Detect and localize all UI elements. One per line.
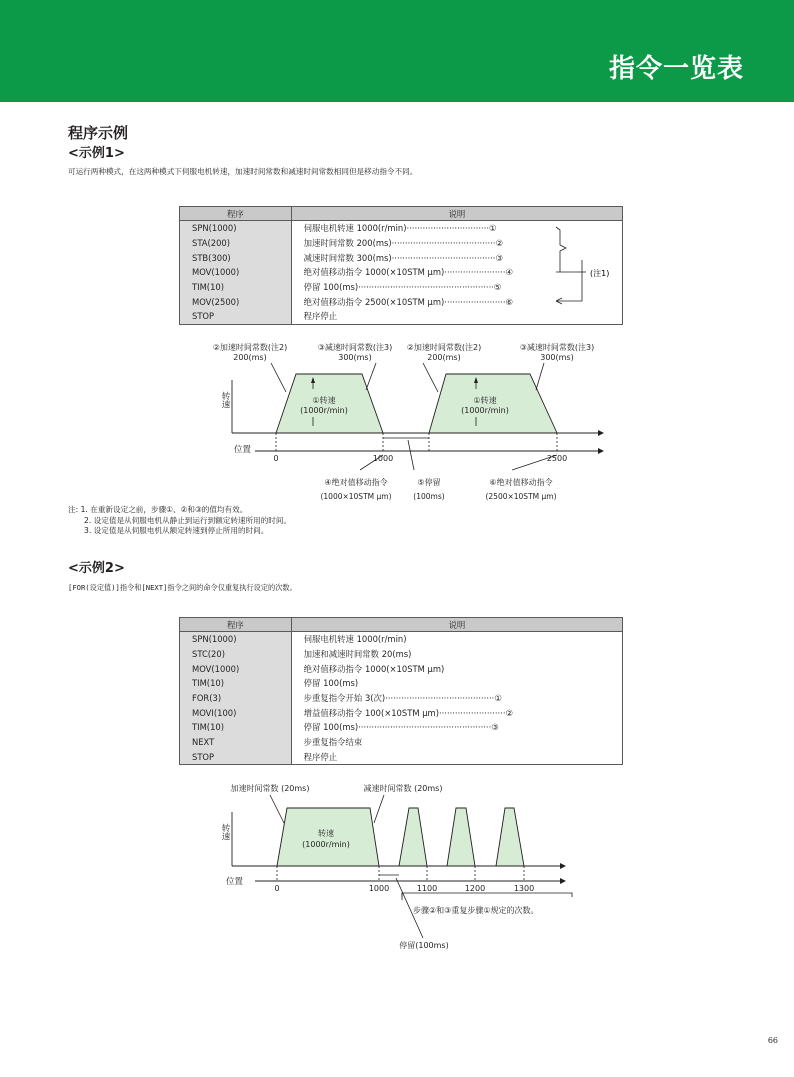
speed-value: (1000r/min) — [461, 406, 509, 415]
explanation-cell: 停留 100(ms)···················································⑤ — [291, 280, 622, 295]
dwell-label: 停留(100ms) — [399, 941, 449, 950]
acc-time-label: ②加速时间常数(注2) — [406, 343, 482, 352]
example2-chart — [220, 783, 572, 950]
speed-axis-label: 转速 — [220, 823, 230, 841]
dec-time-label: ③减速时间常数(注3) — [317, 343, 393, 352]
explanation-cell: 绝对值移动指令 2500(×10STM μm)·······················⑥ — [291, 294, 622, 309]
note1-bracket — [556, 227, 586, 304]
command-cell: SPN(1000) — [180, 632, 292, 647]
command-cell: MOVI(100) — [180, 705, 292, 720]
dashed-guides — [276, 433, 557, 451]
speed-label: ①转速 — [473, 396, 497, 405]
motion-profile-repeat — [496, 808, 524, 866]
tick-label: 1100 — [416, 884, 438, 893]
dwell-label: ⑤停留 — [417, 478, 441, 487]
acc-time-label: 加速时间常数 (20ms) — [230, 784, 310, 793]
explanation-cell: 程序停止 — [291, 750, 622, 765]
note1-label: (注1) — [590, 269, 610, 278]
page-title: 指令一览表 — [608, 54, 744, 84]
example1-notes — [68, 505, 291, 537]
note-line: 3. 设定值是从伺服电机从额定转速到停止所用的时间。 — [84, 526, 269, 535]
tick-label: 2500 — [546, 454, 568, 463]
example2-title: <示例2> — [68, 561, 125, 576]
axis-arrow — [560, 878, 566, 884]
dec-time-value: 300(ms) — [540, 353, 574, 362]
tick-label: 1000 — [368, 884, 390, 893]
acc-time-value: 200(ms) — [233, 353, 267, 362]
dashed-guides — [277, 866, 524, 881]
dwell-value: (100ms) — [413, 492, 445, 501]
explanation-cell: 伺服电机转速 1000(r/min)·······························① — [291, 221, 622, 236]
explanation-cell: 伺服电机转速 1000(r/min) — [291, 632, 622, 647]
explanation-cell: 加速和减速时间常数 20(ms) — [291, 647, 622, 662]
speed-label: ①转速 — [312, 396, 336, 405]
mov-value: (2500×10STM μm) — [485, 492, 557, 501]
speed-value: (1000r/min) — [300, 406, 348, 415]
note-line: 2. 设定值是从伺服电机从静止到运行到额定转速所用的时间。 — [84, 515, 292, 525]
speed-value: (1000r/min) — [302, 840, 350, 849]
explanation-cell: 停留 100(ms)··················································③ — [291, 720, 622, 735]
example2-description: [FOR(设定值)]指令和[NEXT]指令之间的命令仅重复执行设定的次数。 — [68, 583, 297, 592]
explanation-cell: 增益值移动指令 100(×10STM μm)·························② — [291, 705, 622, 720]
dec-time-label: 减速时间常数 (20ms) — [363, 784, 443, 793]
axis-arrow — [598, 430, 604, 436]
explanation-cell: 程序停止 — [291, 309, 622, 324]
explanation-cell: 减速时间常数 300(ms)·······································③ — [291, 250, 622, 265]
speed-label: 转速 — [318, 829, 334, 838]
example1-title: <示例1> — [68, 146, 125, 161]
command-cell: SPN(1000) — [180, 221, 292, 236]
mov-value: (1000×10STM μm) — [320, 492, 392, 501]
command-cell: STOP — [180, 309, 292, 324]
tick-label: 1000 — [372, 454, 394, 463]
motion-profile-repeat — [399, 808, 427, 866]
command-cell: STC(20) — [180, 647, 292, 662]
page-number: 66 — [767, 1036, 778, 1045]
explanation-cell: 步重复指令结束 — [291, 735, 622, 750]
command-cell: TIM(10) — [180, 676, 292, 691]
col-explanation-header: 说明 — [291, 207, 622, 221]
section-title: 程序示例 — [68, 124, 129, 142]
command-cell: STA(200) — [180, 236, 292, 251]
command-cell: MOV(2500) — [180, 294, 292, 309]
command-cell: MOV(1000) — [180, 661, 292, 676]
tick-label: 0 — [274, 884, 280, 893]
axis-arrow — [598, 448, 604, 454]
note-line: 注: 1. 在重新设定之前，步骤①、②和③的值均有效。 — [68, 505, 248, 514]
tick-label: 1300 — [513, 884, 535, 893]
command-cell: NEXT — [180, 735, 292, 750]
example1-chart — [213, 342, 604, 501]
command-cell: STOP — [180, 750, 292, 765]
speed-axis-label: 转速 — [220, 391, 230, 409]
explanation-cell: 加速时间常数 200(ms)·······································② — [291, 236, 622, 251]
mov-label: ④绝对值移动指令 — [324, 478, 388, 487]
command-cell: TIM(10) — [180, 280, 292, 295]
dec-time-value: 300(ms) — [338, 353, 372, 362]
acc-time-value: 200(ms) — [427, 353, 461, 362]
command-cell: STB(300) — [180, 250, 292, 265]
explanation-cell: 绝对值移动指令 1000(×10STM μm) — [291, 661, 622, 676]
explanation-cell: 停留 100(ms) — [291, 676, 622, 691]
col-program-header: 程序 — [180, 207, 292, 221]
position-axis-label: 位置 — [233, 445, 251, 455]
example1-description: 可运行两种模式，在这两种模式下伺服电机转速，加速时间常数和减速时间常数相同但是移动指令不同。 — [68, 167, 418, 176]
command-cell: MOV(1000) — [180, 265, 292, 280]
col-program-header: 程序 — [180, 618, 292, 632]
col-explanation-header: 说明 — [291, 618, 622, 632]
acc-time-label: ②加速时间常数(注2) — [212, 343, 288, 352]
command-cell: TIM(10) — [180, 720, 292, 735]
position-axis-label: 位置 — [225, 877, 243, 887]
repeat-label: 步骤②和③重复步骤①规定的次数。 — [413, 906, 539, 915]
tick-label: 0 — [273, 454, 279, 463]
explanation-cell: 步重复指令开始 3(次)·········································① — [291, 691, 622, 706]
motion-profile-repeat — [447, 808, 475, 866]
command-cell: FOR(3) — [180, 691, 292, 706]
explanation-cell: 绝对值移动指令 1000(×10STM μm)·······················④ — [291, 265, 622, 280]
tick-label: 1200 — [464, 884, 486, 893]
axis-arrow — [560, 863, 566, 869]
dec-time-label: ③减速时间常数(注3) — [519, 343, 595, 352]
mov-label: ⑥绝对值移动指令 — [489, 478, 553, 487]
